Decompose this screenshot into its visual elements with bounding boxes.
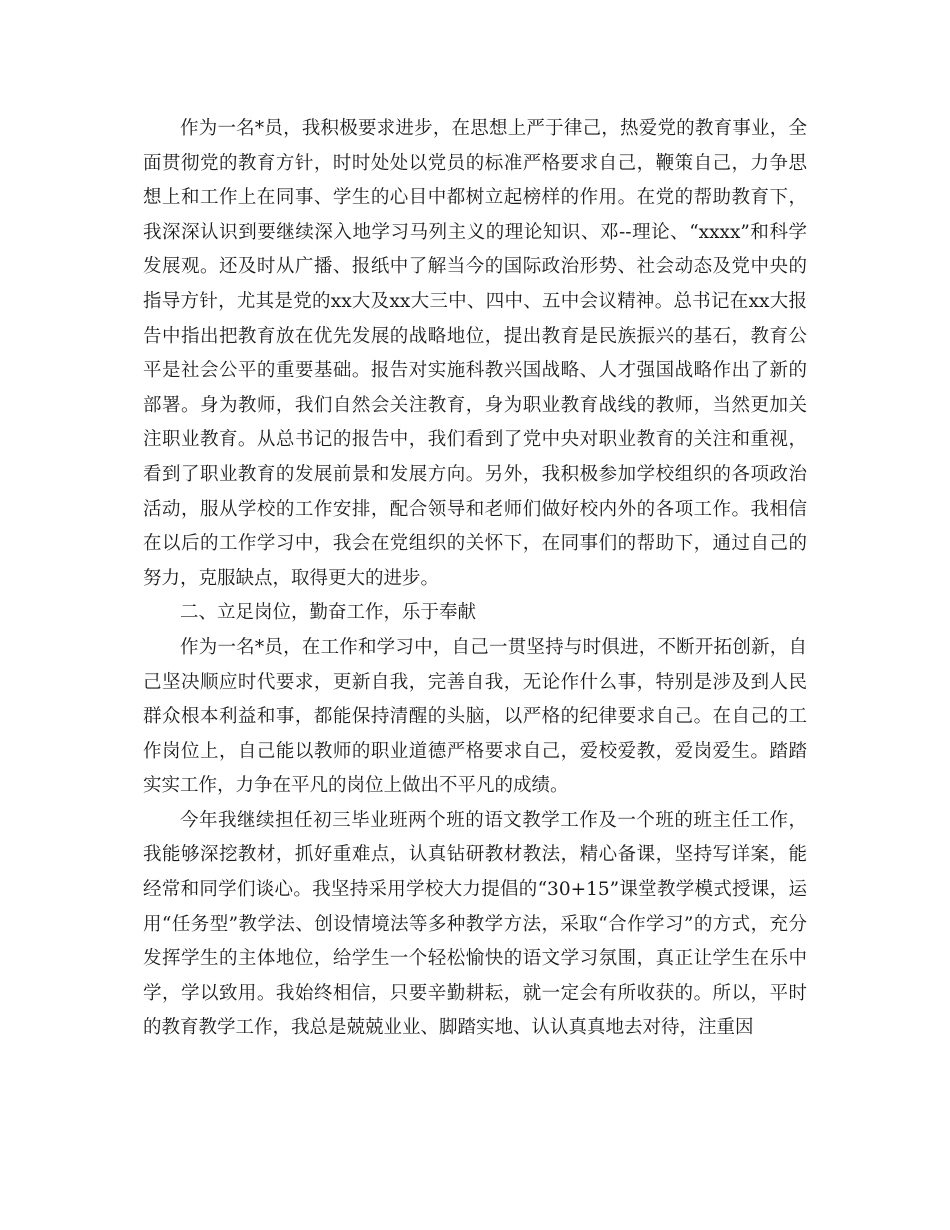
paragraph-teaching-work: 今年我继续担任初三毕业班两个班的语文教学工作及一个班的班主任工作，我能够深挖教材，抓好重难点，认真钻研教材教法，精心备课，坚持写详案，能经常和同学们谈心。我坚持采用学校大力提倡的“30+15”课堂教学模式授课，运用“任务型”教学法、创设情境法等多种教学方法，采取“合作学习”的方式，充分发挥学生的主体地位，给学生一个轻松愉快的语文学习氛围，真正让学生在乐中学，学以致用。我始终相信，只要辛勤耕耘，就一定会有所收获的。所以，平时的教育教学工作，我总是兢兢业业、脚踏实地、认认真真地去对待，注重因 bbox=[143, 809, 807, 1039]
document-body bbox=[143, 112, 807, 1046]
paragraph-party-member-study: 作为一名*员，我积极要求进步，在思想上严于律己，热爱党的教育事业，全面贯彻党的教育方针，时时处处以党员的标准严格要求自己，鞭策自己，力争思想上和工作上在同事、学生的心目中都树立起榜样的作用。在党的帮助教育下，我深深认识到要继续深入地学习马列主义的理论知识、邓--理论、“xxxx”和科学发展观。还及时从广播、报纸中了解当今的国际政治形势、社会动态及党中央的指导方针，尤其是党的xx大及xx大三中、四中、五中会议精神。总书记在xx大报告中指出把教育放在优先发展的战略地位，提出教育是民族振兴的基石，教育公平是社会公平的重要基础。报告对实施科教兴国战略、人才强国战略作出了新的部署。身为教师，我们自然会关注教育，身为职业教育战线的教师，当然更加关注职业教育。从总书记的报告中，我们看到了党中央对职业教育的关注和重视，看到了职业教育的发展前景和发展方向。另外，我积极参加学校组织的各项政治活动，服从学校的工作安排，配合领导和老师们做好校内外的各项工作。我相信在以后的工作学习中，我会在党组织的关怀下，在同事们的帮助下，通过自己的努力，克服缺点，取得更大的进步。 bbox=[143, 118, 807, 589]
section-heading-post-dedication: 二、立足岗位，勤奋工作，乐于奉献 bbox=[180, 602, 477, 624]
paragraph-work-attitude: 作为一名*员，在工作和学习中，自己一贯坚持与时俱进，不断开拓创新，自己坚决顺应时代要求，更新自我，完善自我，无论作什么事，特别是涉及到人民群众根本利益和事，都能保持清醒的头脑，以严格的纪律要求自己。在自己的工作岗位上，自己能以教师的职业道德严格要求自己，爱校爱教，爱岗爱生。踏踏实实工作，力争在平凡的岗位上做出不平凡的成绩。 bbox=[143, 636, 807, 797]
